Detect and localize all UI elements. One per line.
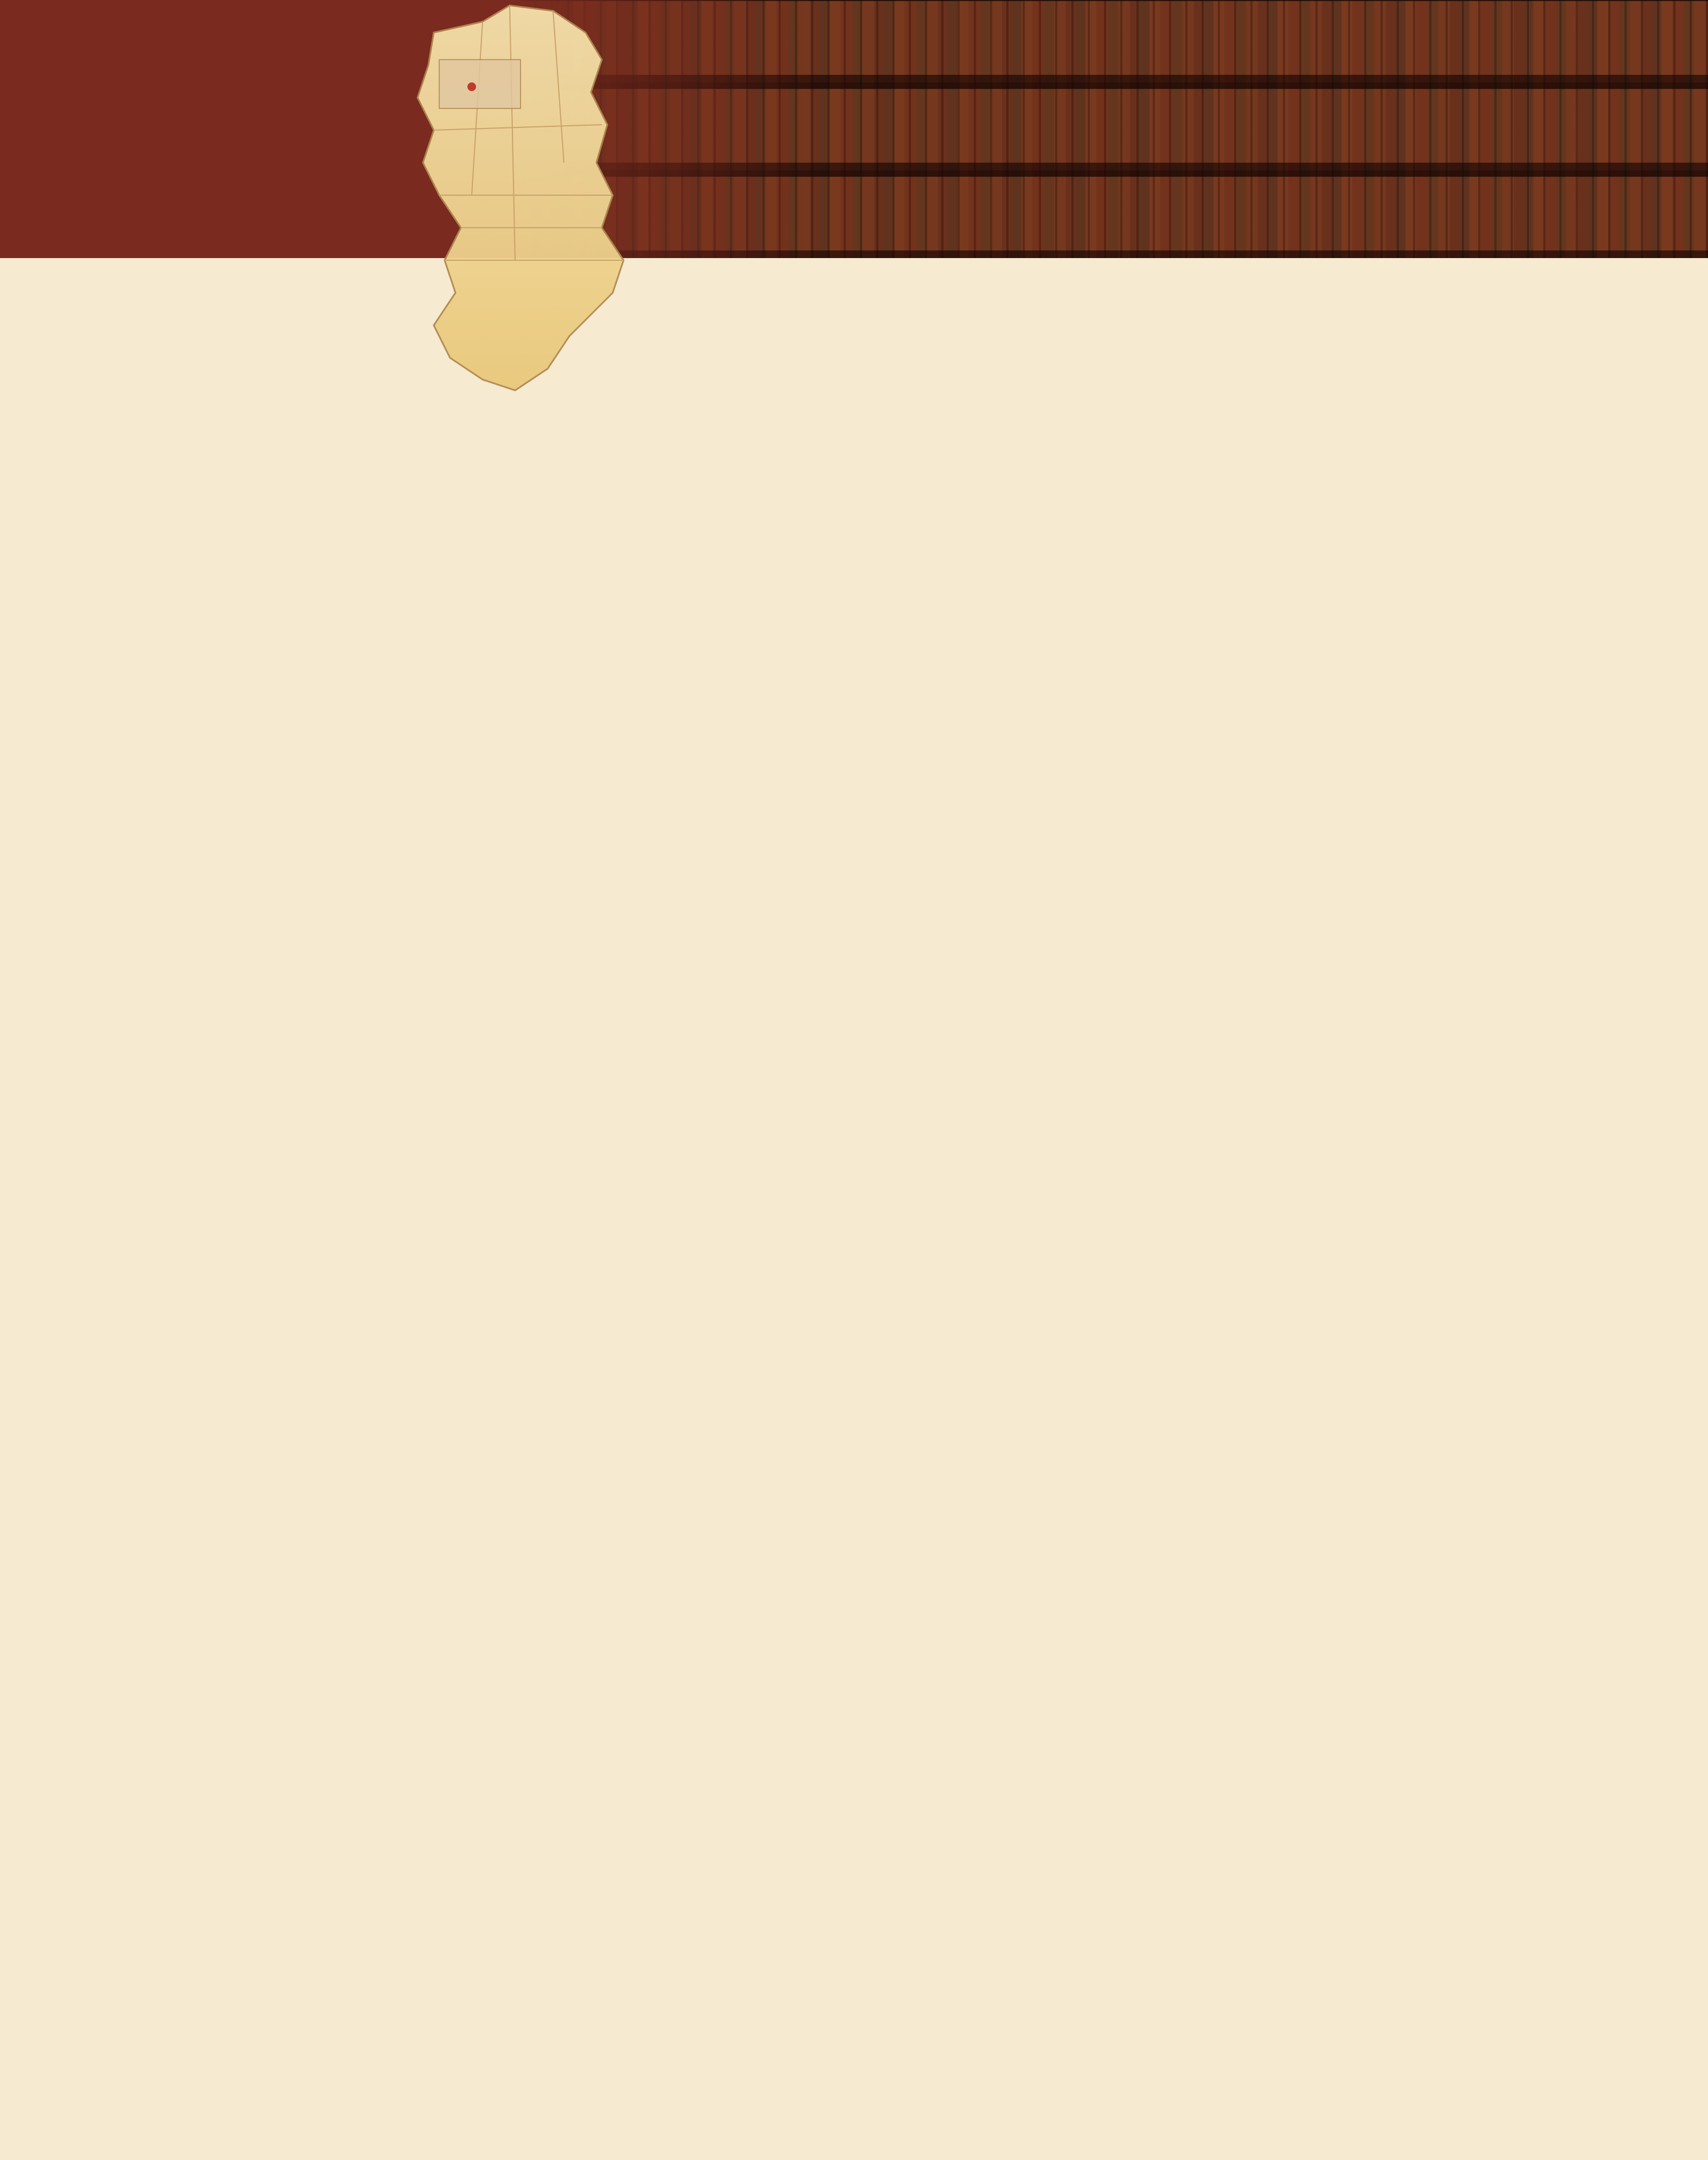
kostanay-region-map — [374, 0, 678, 423]
header-banner — [0, 0, 1708, 258]
kostanay-city-marker — [467, 82, 476, 91]
